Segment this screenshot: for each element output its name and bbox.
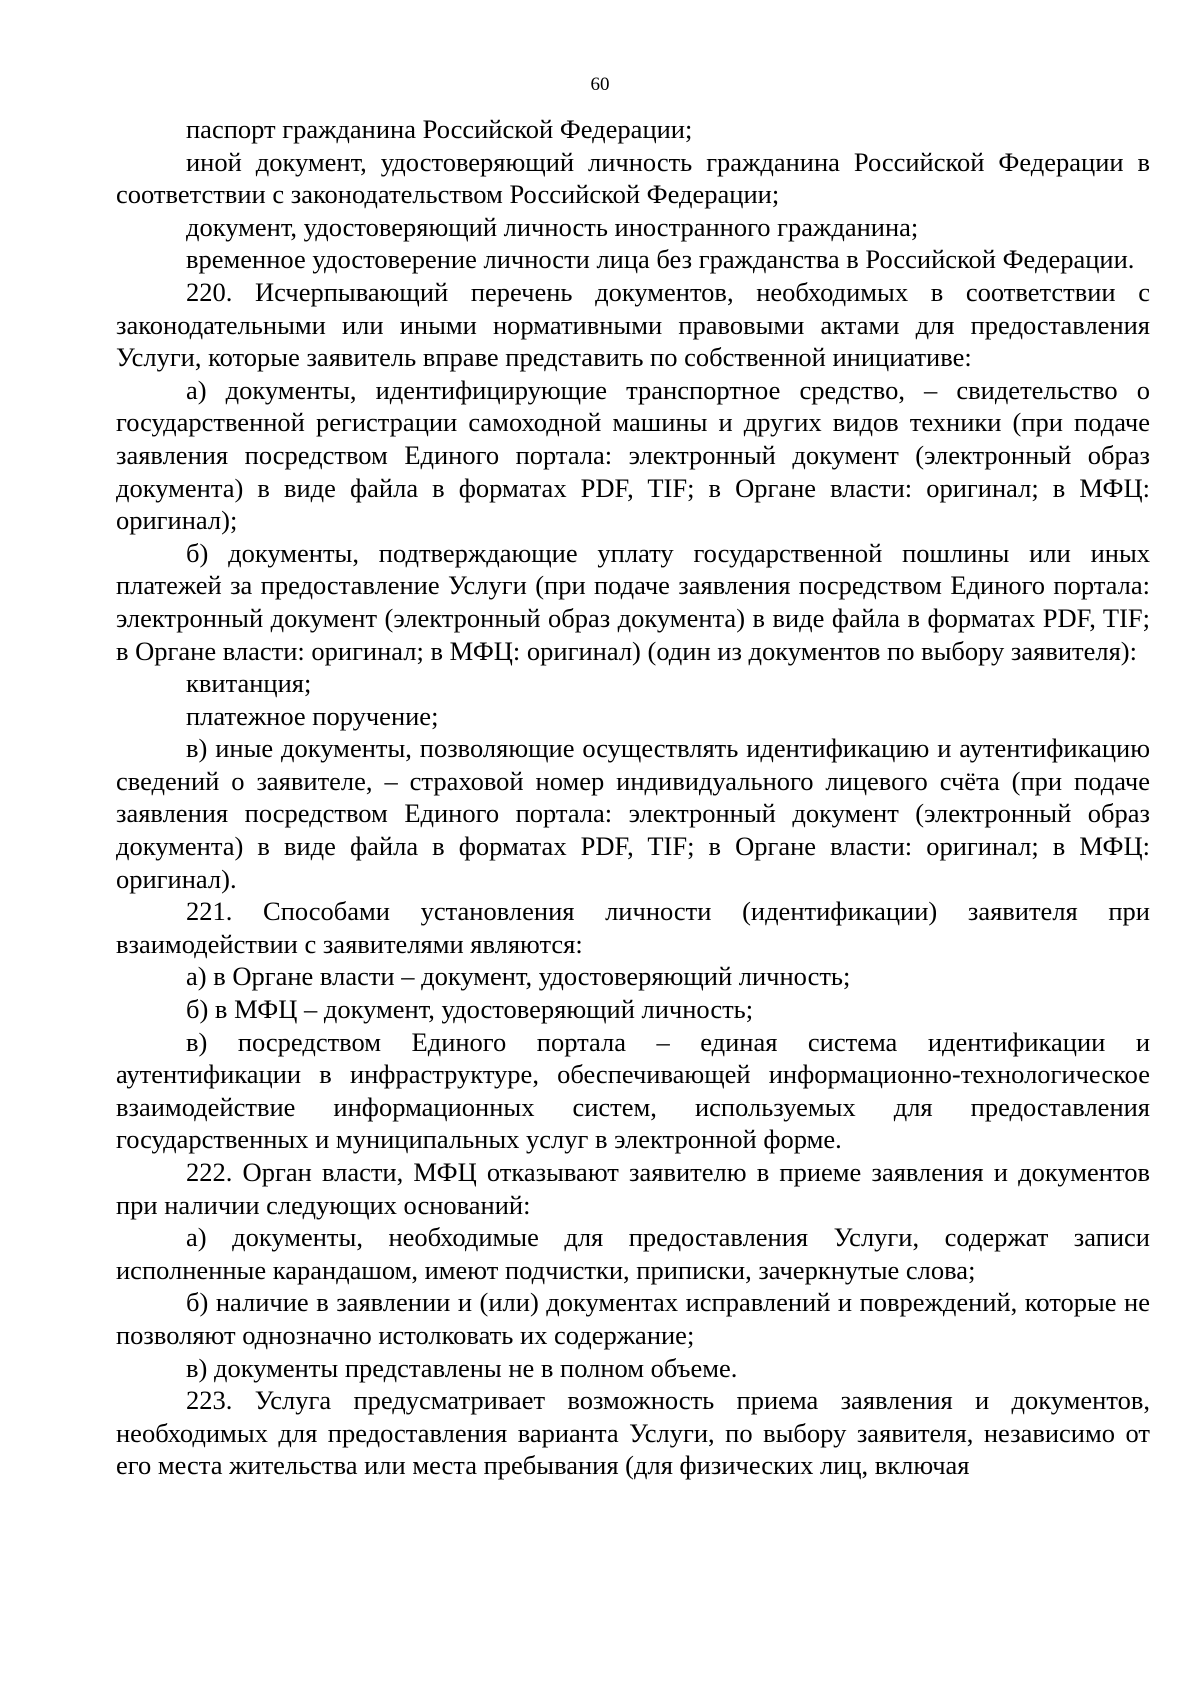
page-number: 60 bbox=[590, 74, 610, 95]
paragraph: 222. Орган власти, МФЦ отказывают заявителю в приеме заявления и документов при наличии следующих оснований: bbox=[116, 1157, 1150, 1220]
paragraph: б) документы, подтверждающие уплату государственной пошлины или иных платежей за предоставление Услуги (при подаче заявления посредством Единого портала: электронный документ (электронный образ документа) в виде файла в форматах PDF, TIF; в Органе власти: оригинал; в МФЦ: оригинал) (один из документов по выбору заявителя): bbox=[116, 537, 1150, 666]
paragraph: временное удостоверение личности лица без гражданства в Российской Федерации. bbox=[186, 244, 1135, 275]
paragraph: квитанция; bbox=[186, 668, 312, 699]
paragraph: в) иные документы, позволяющие осуществлять идентификацию и аутентификацию сведений о заявителе, – страховой номер индивидуального лицевого счёта (при подаче заявления посредством Единого портала: электронный документ (электронный образ документа) в виде файла в форматах PDF, TIF; в Органе власти: оригинал; в МФЦ: оригинал). bbox=[116, 733, 1150, 894]
paragraph: а) документы, идентифицирующие транспортное средство, – свидетельство о государственной регистрации самоходной машины и других видов техники (при подаче заявления посредством Единого портала: электронный документ (электронный образ документа) в виде файла в форматах PDF, TIF; в Органе власти: оригинал; в МФЦ: оригинал); bbox=[116, 374, 1150, 536]
paragraph: б) наличие в заявлении и (или) документах исправлений и повреждений, которые не позволяют однозначно истолковать их содержание; bbox=[116, 1287, 1150, 1350]
paragraph: в) посредством Единого портала – единая система идентификации и аутентификации в инфраструктуре, обеспечивающей информационно-технологическое взаимодействие информационных систем, используемых для предоставления государственных и муниципальных услуг в электронной форме. bbox=[116, 1026, 1150, 1155]
paragraph: 223. Услуга предусматривает возможность приема заявления и документов, необходимых для предоставления варианта Услуги, по выбору заявителя, независимо от его места жительства или места пребывания (для физических лиц, включая bbox=[116, 1385, 1150, 1481]
document-body bbox=[116, 113, 1150, 1482]
paragraph: а) в Органе власти – документ, удостоверяющий личность; bbox=[186, 961, 851, 992]
paragraph: б) в МФЦ – документ, удостоверяющий личность; bbox=[186, 994, 754, 1025]
paragraph: документ, удостоверяющий личность иностранного гражданина; bbox=[186, 211, 919, 242]
paragraph: а) документы, необходимые для предоставления Услуги, содержат записи исполненные карандашом, имеют подчистки, приписки, зачеркнутые слова; bbox=[116, 1222, 1150, 1285]
paragraph: иной документ, удостоверяющий личность гражданина Российской Федерации в соответствии с законодательством Российской Федерации; bbox=[116, 146, 1150, 210]
paragraph: паспорт гражданина Российской Федерации; bbox=[186, 114, 693, 144]
paragraph: в) документы представлены не в полном объеме. bbox=[186, 1352, 738, 1383]
paragraph: платежное поручение; bbox=[186, 700, 439, 731]
paragraph: 221. Способами установления личности (идентификации) заявителя при взаимодействии с заявителями являются: bbox=[116, 896, 1150, 959]
paragraph: 220. Исчерпывающий перечень документов, необходимых в соответствии с законодательными или иными нормативными правовыми актами для предоставления Услуги, которые заявитель вправе представить по собственной инициативе: bbox=[116, 276, 1150, 373]
